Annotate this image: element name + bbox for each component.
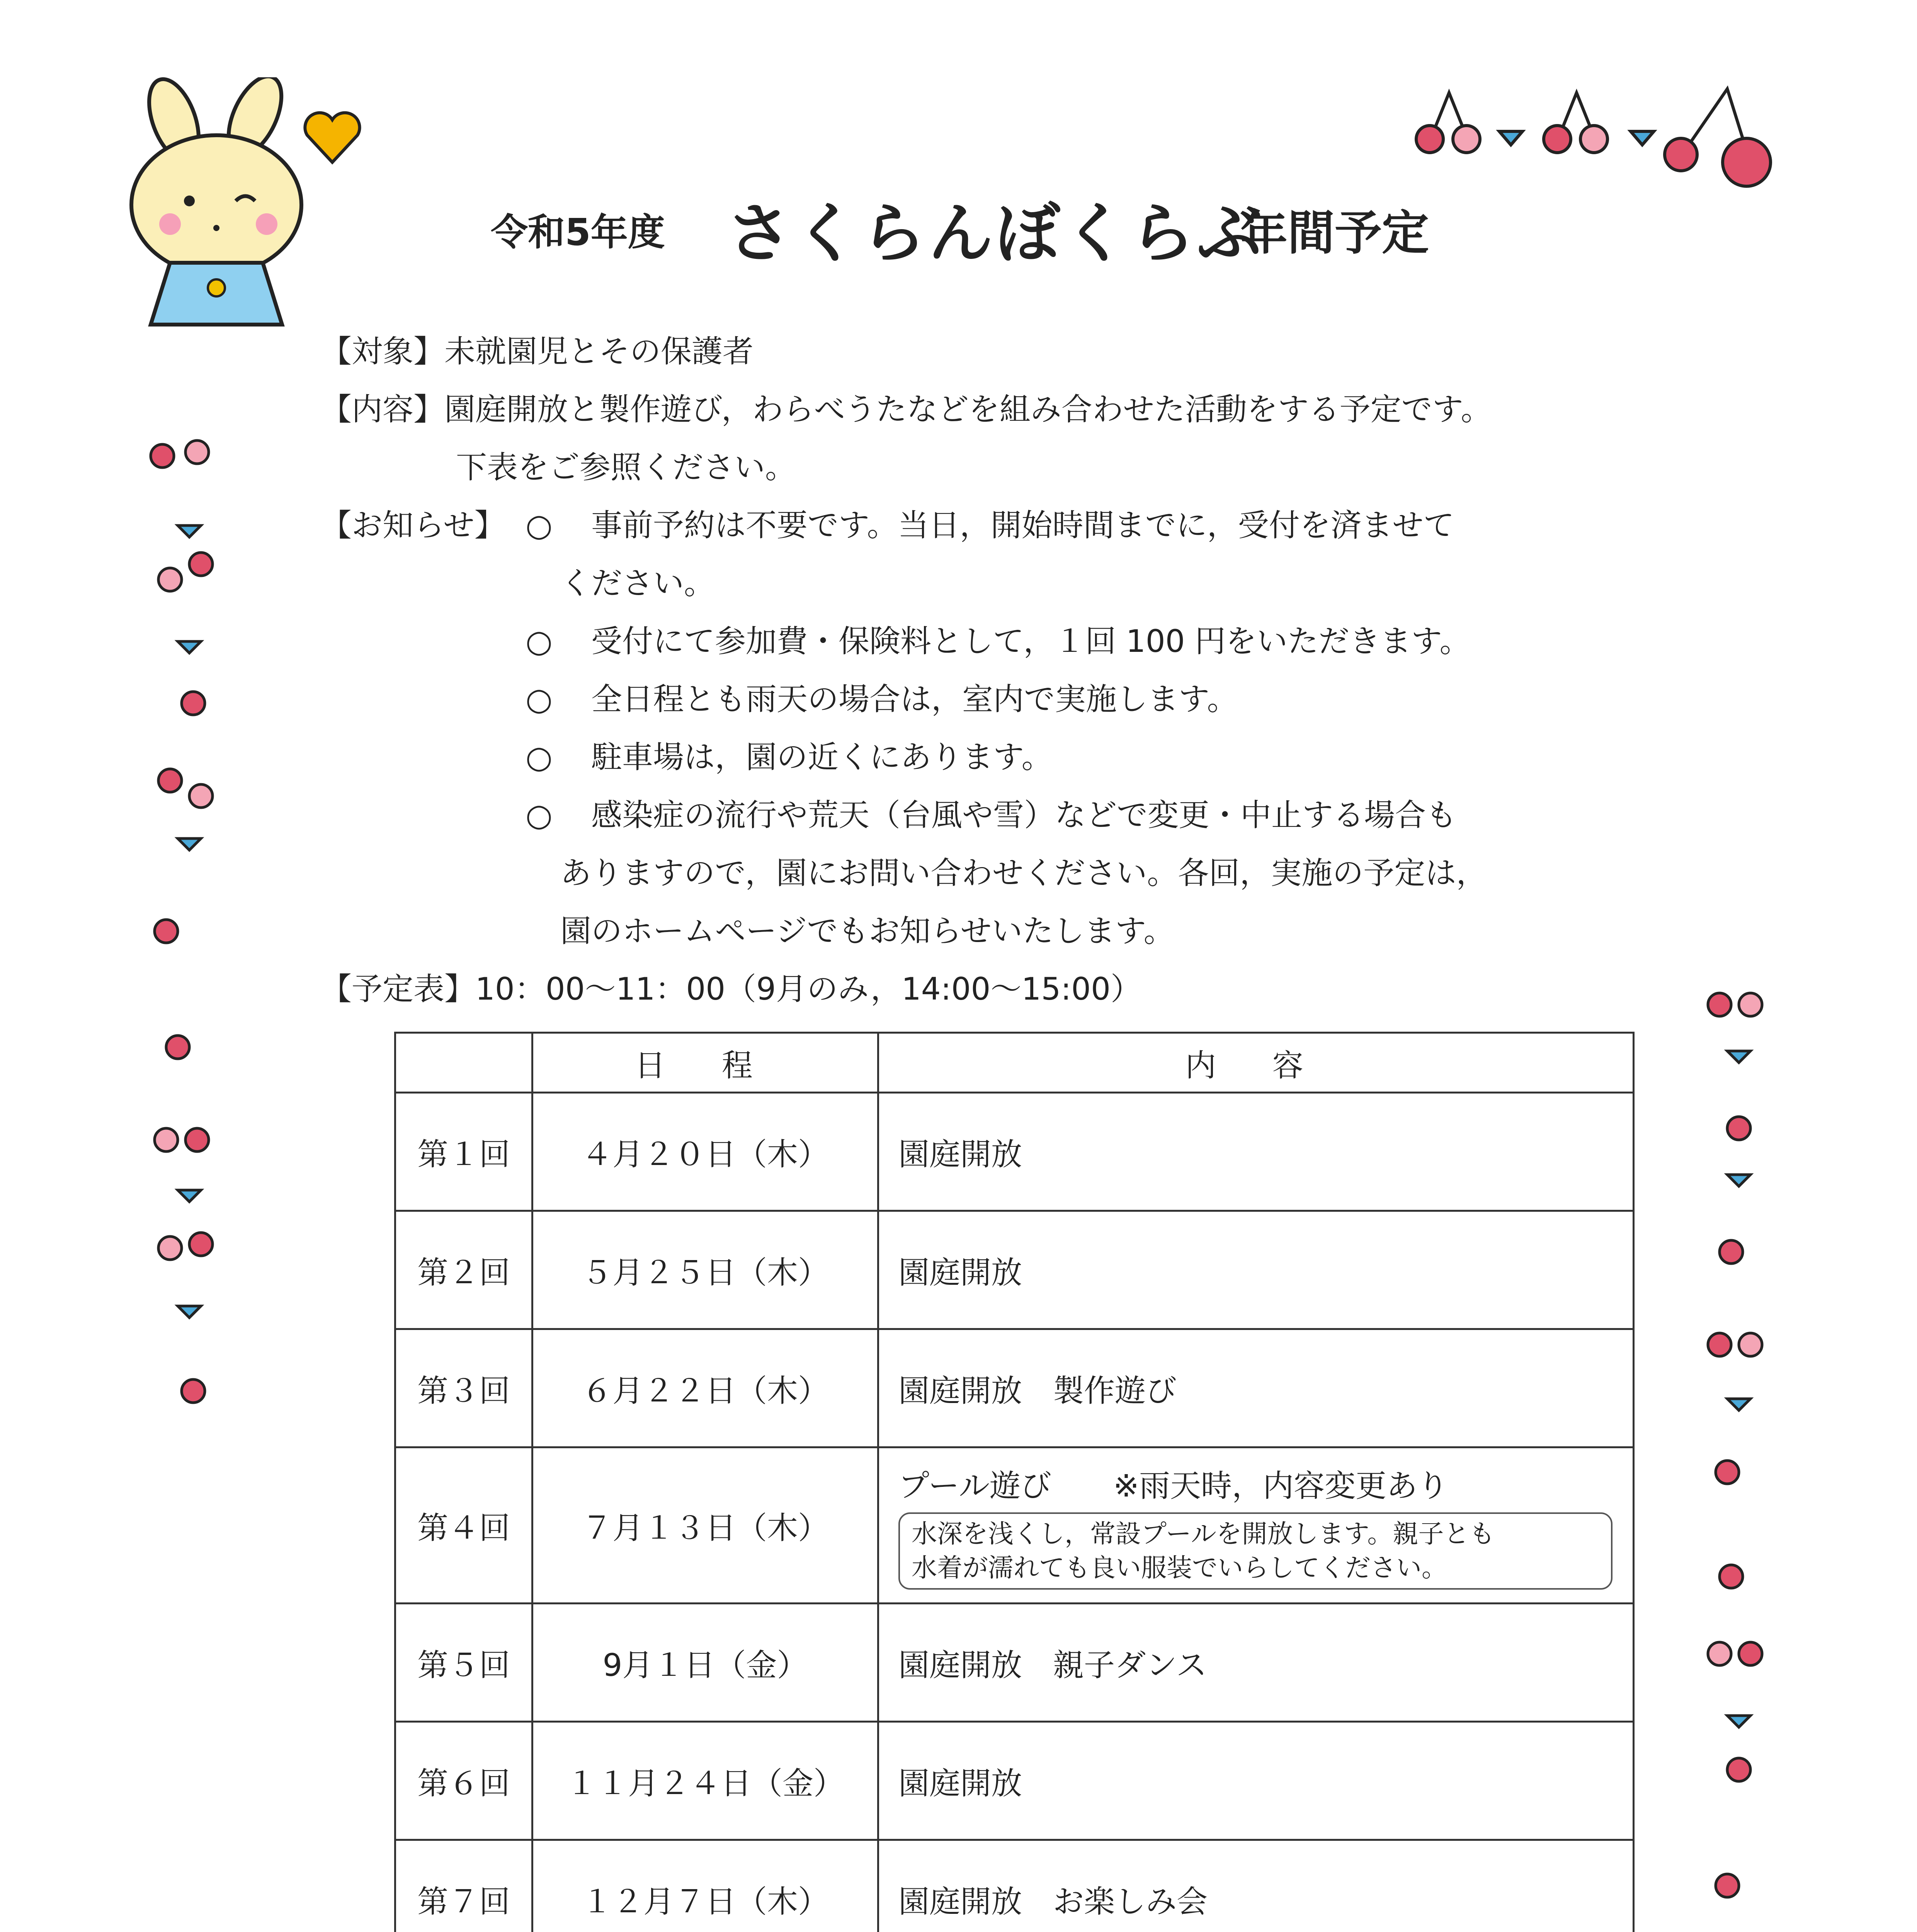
- row-no: 第７回: [395, 1840, 532, 1932]
- target-line: [321, 332, 754, 371]
- row-no: 第２回: [395, 1211, 532, 1329]
- row-date: ４月２０日（木）: [532, 1093, 878, 1211]
- row-no: 第５回: [395, 1604, 532, 1722]
- content-text-2: 下表をご参照ください。: [456, 449, 796, 485]
- notice-label: 【お知らせ】: [321, 507, 505, 543]
- content-line: [321, 390, 1492, 429]
- row-date: ５月２５日（木）: [532, 1211, 878, 1329]
- row-content: 園庭開放: [878, 1093, 1634, 1211]
- row-no: 第１回: [395, 1093, 532, 1211]
- header-no: [395, 1033, 532, 1093]
- notice-item-4: 駐車場は，園の近くにあります。: [591, 739, 1053, 775]
- pool-note-line-2: 水着が濡れても良い服装でいらしてください。: [912, 1553, 1447, 1583]
- target-text: 未就園児とその保護者: [444, 333, 754, 369]
- row-no: 第４回: [395, 1447, 532, 1604]
- pool-note-line-1: 水深を浅くし，常設プールを開放します。親子とも: [912, 1519, 1495, 1549]
- table-row: [395, 1093, 1634, 1211]
- header-date: 日 程: [532, 1033, 878, 1093]
- row-content: 園庭開放 製作遊び: [878, 1329, 1634, 1447]
- schedule-table: [394, 1032, 1635, 1932]
- header-content: 内 容: [878, 1033, 1634, 1093]
- row-content: プール遊び ※雨天時，内容変更あり: [898, 1468, 1449, 1504]
- row-date: 9月１日（金）: [532, 1604, 878, 1722]
- target-label: 【対象】: [321, 333, 444, 369]
- notice-item-2: 受付にて参加費・保険料として，１回 100 円をいただきます。: [591, 623, 1471, 659]
- row-date: １２月７日（木）: [532, 1840, 878, 1932]
- table-row: [395, 1840, 1634, 1932]
- schedule-heading: 【予定表】10：00～11：00（9月のみ，14:00～15:00）: [321, 971, 1141, 1007]
- cherry-icon: [1689, 958, 1789, 1924]
- row-no: 第６回: [395, 1722, 532, 1840]
- notice-item-3: 全日程とも雨天の場合は，室内で実施します。: [591, 681, 1238, 717]
- row-content: 園庭開放 親子ダンス: [878, 1604, 1634, 1722]
- notice-item-1: 事前予約は不要です。当日，開始時間までに，受付を済ませて: [591, 507, 1454, 543]
- title: [0, 182, 1917, 271]
- row-no: 第３回: [395, 1329, 532, 1447]
- title-sub: 年間予定: [1240, 206, 1429, 260]
- title-year: 令和5年度: [491, 211, 665, 254]
- table-row: [395, 1604, 1634, 1722]
- row-content: 園庭開放: [878, 1211, 1634, 1329]
- table-row: [395, 1722, 1634, 1840]
- notice-item-5-cont2: 園のホームページでもお知らせいたします。: [560, 913, 1175, 949]
- table-row: [395, 1211, 1634, 1329]
- notice-mark-2: ○: [526, 623, 553, 659]
- table-row: [395, 1447, 1634, 1604]
- row-content: 園庭開放 お楽しみ会: [878, 1840, 1634, 1932]
- table-header-row: [395, 1033, 1634, 1093]
- cherry-icon: [139, 394, 240, 1418]
- notice-item-5: 感染症の流行や荒天（台風や雪）などで変更・中止する場合も: [591, 797, 1457, 833]
- notice-mark-5: ○: [526, 797, 553, 833]
- table-row: [395, 1329, 1634, 1447]
- notice-item-5-cont: ありますので，園にお問い合わせください。各回，実施の予定は，: [560, 855, 1487, 891]
- heart-icon: [301, 108, 363, 166]
- row-date: ６月２２日（木）: [532, 1329, 878, 1447]
- notice-mark-3: ○: [526, 681, 553, 717]
- notice-item-1-cont: ください。: [560, 565, 715, 601]
- content-text-1: 園庭開放と製作遊び，わらべうたなどを組み合わせた活動をする予定です。: [444, 391, 1492, 427]
- pool-note-box: [898, 1512, 1613, 1590]
- row-date: ７月１３日（木）: [532, 1447, 878, 1604]
- content-label: 【内容】: [321, 391, 444, 427]
- title-main: さくらんぼくらぶ: [726, 196, 1264, 271]
- notice-mark-4: ○: [526, 739, 553, 775]
- row-content: 園庭開放: [878, 1722, 1634, 1840]
- row-date: １１月２４日（金）: [532, 1722, 878, 1840]
- row-content-cell: [878, 1447, 1634, 1604]
- notice-mark-1: ○: [526, 507, 553, 543]
